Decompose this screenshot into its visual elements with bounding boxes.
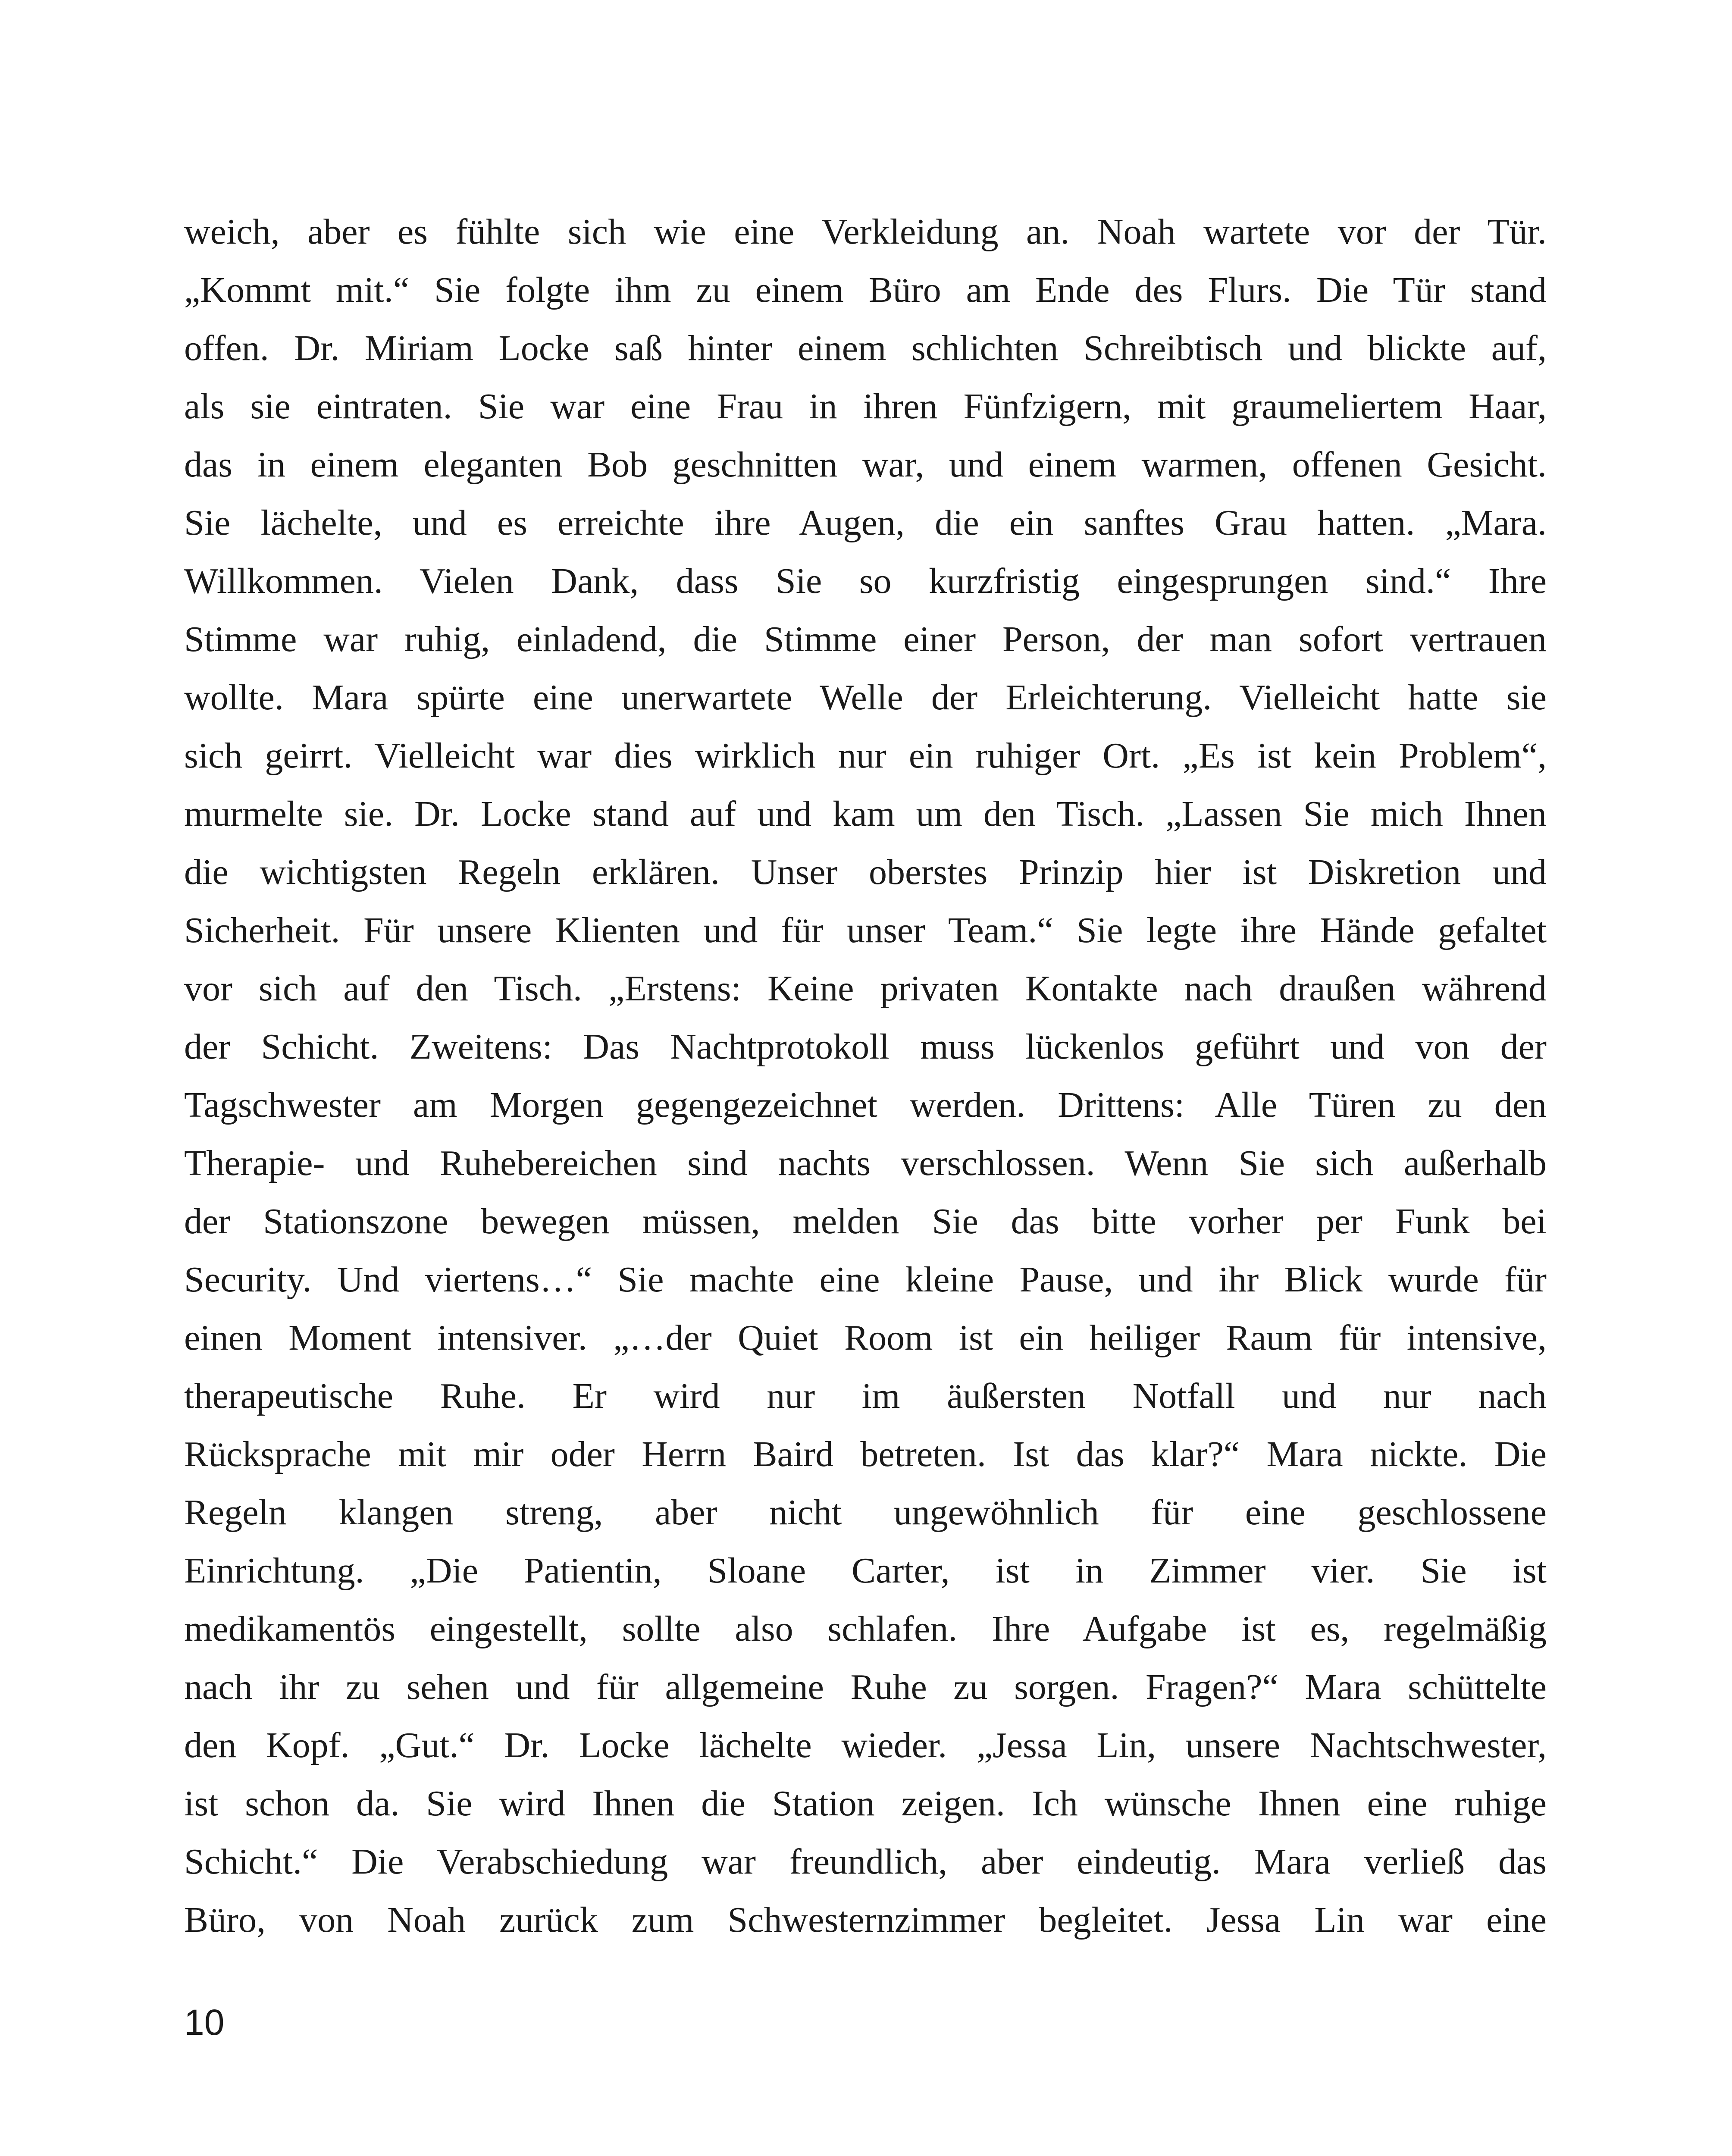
text-line: Einrichtung. „Die Patientin, Sloane Carter, ist in Zimmer vier. Sie ist <box>184 1551 1547 1591</box>
text-line: wollte. Mara spürte eine unerwartete Welle der Erleichterung. Vielleicht hatte sie <box>184 677 1547 718</box>
text-line: der Stationszone bewegen müssen, melden Sie das bitte vorher per Funk bei <box>184 1201 1547 1241</box>
text-line: „Kommt mit.“ Sie folgte ihm zu einem Büro am Ende des Flurs. Die Tür stand <box>184 270 1547 310</box>
text-line: den Kopf. „Gut.“ Dr. Locke lächelte wieder. „Jessa Lin, unsere Nachtschwester, <box>184 1725 1547 1765</box>
page-number: 10 <box>184 2002 225 2043</box>
text-line: die wichtigsten Regeln erklären. Unser oberstes Prinzip hier ist Diskretion und <box>184 852 1547 892</box>
text-line: weich, aber es fühlte sich wie eine Verkleidung an. Noah wartete vor der Tür. <box>184 212 1547 252</box>
body-text <box>184 203 1547 1949</box>
text-line: vor sich auf den Tisch. „Erstens: Keine privaten Kontakte nach draußen während <box>184 968 1547 1009</box>
text-line: der Schicht. Zweitens: Das Nachtprotokoll muss lückenlos geführt und von der <box>184 1027 1547 1067</box>
text-line: Rücksprache mit mir oder Herrn Baird betreten. Ist das klar?“ Mara nickte. Die <box>184 1434 1547 1474</box>
text-line: als sie eintraten. Sie war eine Frau in ihren Fünfzigern, mit graumeliertem Haar, <box>184 386 1547 426</box>
text-line: Tagschwester am Morgen gegengezeichnet werden. Drittens: Alle Türen zu den <box>184 1085 1547 1125</box>
text-line: das in einem eleganten Bob geschnitten war, und einem warmen, offenen Gesicht. <box>184 445 1547 485</box>
text-line: ist schon da. Sie wird Ihnen die Station zeigen. Ich wünsche Ihnen eine ruhige <box>184 1783 1547 1824</box>
text-line: nach ihr zu sehen und für allgemeine Ruhe zu sorgen. Fragen?“ Mara schüttelte <box>184 1667 1547 1707</box>
text-line: offen. Dr. Miriam Locke saß hinter einem schlichten Schreibtisch und blickte auf, <box>184 328 1547 368</box>
text-line: Regeln klangen streng, aber nicht ungewöhnlich für eine geschlossene <box>184 1492 1547 1532</box>
text-line: Stimme war ruhig, einladend, die Stimme einer Person, der man sofort vertrauen <box>184 619 1547 659</box>
text-line: Büro, von Noah zurück zum Schwesternzimmer begleitet. Jessa Lin war eine <box>184 1900 1547 1940</box>
text-line: Therapie- und Ruhebereichen sind nachts verschlossen. Wenn Sie sich außerhalb <box>184 1143 1547 1183</box>
text-line: Sie lächelte, und es erreichte ihre Augen, die ein sanftes Grau hatten. „Mara. <box>184 503 1547 543</box>
text-line: Willkommen. Vielen Dank, dass Sie so kurzfristig eingesprungen sind.“ Ihre <box>184 561 1547 601</box>
text-line: einen Moment intensiver. „…der Quiet Room ist ein heiliger Raum für intensive, <box>184 1318 1547 1358</box>
text-line: Security. Und viertens…“ Sie machte eine kleine Pause, und ihr Blick wurde für <box>184 1260 1547 1300</box>
text-line: Schicht.“ Die Verabschiedung war freundlich, aber eindeutig. Mara verließ das <box>184 1842 1547 1882</box>
text-line: sich geirrt. Vielleicht war dies wirklich nur ein ruhiger Ort. „Es ist kein Problem“, <box>184 736 1547 776</box>
text-line: medikamentös eingestellt, sollte also schlafen. Ihre Aufgabe ist es, regelmäßig <box>184 1609 1547 1649</box>
text-line: Sicherheit. Für unsere Klienten und für unser Team.“ Sie legte ihre Hände gefaltet <box>184 910 1547 950</box>
text-line: therapeutische Ruhe. Er wird nur im äußersten Notfall und nur nach <box>184 1376 1547 1416</box>
text-line: murmelte sie. Dr. Locke stand auf und kam um den Tisch. „Lassen Sie mich Ihnen <box>184 794 1547 834</box>
